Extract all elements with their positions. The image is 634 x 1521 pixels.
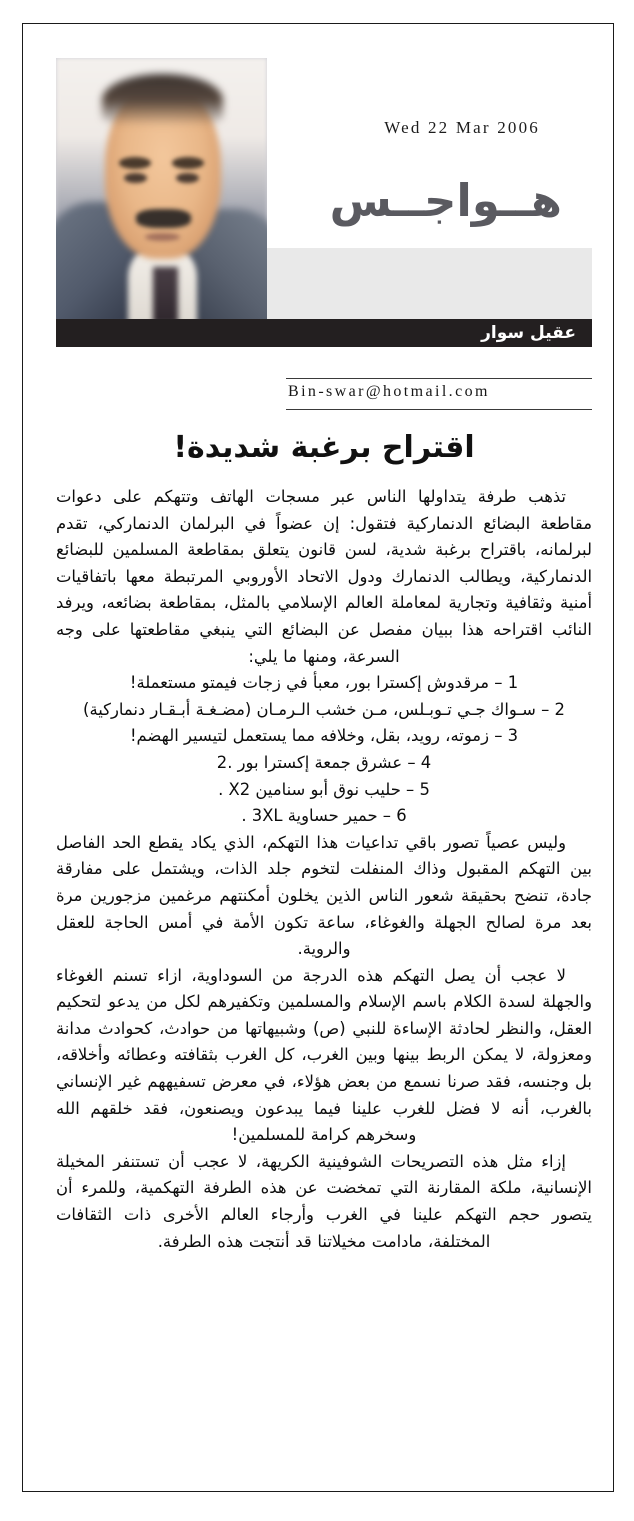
article-paragraph: وليس عصياً تصور باقي تداعيات هذا التهكم، الذي يكاد يقطع الحد الفاصل بين التهكم المقبول وذاك المنفلت لتخوم جلد الذات، ويشتمل على مفارقة جادة، تنضح بحقيقة شعور الناس الذين يخلون أمكنتهم مرغمين مزجورين مرة بعد مرة لصالح الجهلة والغوغاء، ساعة تكون الأمة في أمس الحاجة للعقل والروية.: [56, 832, 592, 959]
author-name: عقيل سوار: [481, 323, 576, 343]
list-item: 4 – عشرق جمعة إكسترا بور .2: [216, 752, 432, 772]
author-name-band: [56, 319, 592, 347]
article-paragraph: تذهب طرفة يتداولها الناس عبر مسجات الهاتف وتتهكم على دعوات مقاطعة البضائع الدنماركية فتقول: إن عضواً في البرلمان الدنماركي، تقدم لبرلمانه، باقتراح برغبة شدية، لسن قانون يتعلق بمقاطعة المسلمين للبضائع الدنماركية، ويطالب الدنمارك ودول الاتحاد الأوروبي المرتبطة معها باتفاقيات أمنية وثقافية وتجارية لمعاملة العالم الإسلامي بالمثل، بمقاطعة بضائعه، ويرفد النائب اقتراحه هذا ببيان مفصل عن البضائع التي ينبغي مقاطعتها على وجه السرعة، ومنها ما يلي:: [56, 487, 592, 666]
article-body: [56, 430, 592, 1255]
list-item: 3 – زموته، رويد، بقل، وخلافه مما يستعمل لتيسير الهضم!: [129, 726, 519, 746]
list-item: 6 – حمير حساوية 3XL .: [241, 806, 407, 826]
page-border-frame: [22, 23, 614, 1492]
article-paragraph: لا عجب أن يصل التهكم هذه الدرجة من السوداوية، ازاء تسنم الغوغاء والجهلة لسدة الكلام باسم الإسلام والمسلمين وتكفيرهم لكل من يدعو لتحكيم العقل، والنظر لحادثة الإساءة للنبي (ص) وشبيهاتها من حوادث، كحوادث مدانة ومعزولة، لا يمكن الربط بينها وبين الغرب، كل الغرب بثقافته وعطائه وأخلاقه، بل وجنسه، فقد صرنا نسمع من بعض هؤلاء، في معرض تسفيههم غير الإنساني بالغرب، أنه لا فضل للغرب علينا فيما يبدعون ويصنعون، فقد خلقهم الله وسخرهم كرامة للمسلمين!: [56, 965, 592, 1145]
author-email-block: [286, 378, 592, 410]
masthead-text-area: [56, 58, 592, 319]
page-content: [56, 58, 592, 1458]
masthead: [56, 58, 592, 346]
author-email-link[interactable]: Bin-swar@hotmail.com: [288, 383, 490, 400]
article-headline: اقتراح برغبة شديدة!: [173, 430, 475, 465]
column-brand-title: هــواجــس: [329, 174, 562, 227]
list-item: 2 – سـواك جـي تـوبـلس، مـن خشب الـرمـان (مضـغـة أبـقـار دنماركية): [83, 699, 565, 719]
list-item: 1 – مرقدوش إكسترا بور، معبأ في زجات فيمتو مستعملة!: [129, 673, 519, 693]
article-paragraph: إزاء مثل هذه التصريحات الشوفينية الكريهة، لا عجب أن تستنفر المخيلة الإنسانية، ملكة المقارنة التي تمخضت عن هذه الطرفة التهكمية، وللمرء أن يتصور حجم التهكم علينا في الغرب وأرجاء العالم الأخرى ذات الثقافات المختلفة، مادامت مخيلاتنا قد أنتجت هذه الطرفة.: [56, 1151, 592, 1251]
publication-date: Wed 22 Mar 2006: [384, 118, 540, 137]
boycott-items-list: [56, 670, 592, 830]
list-item: 5 – حليب نوق أبو سنامين X2 .: [218, 779, 430, 799]
